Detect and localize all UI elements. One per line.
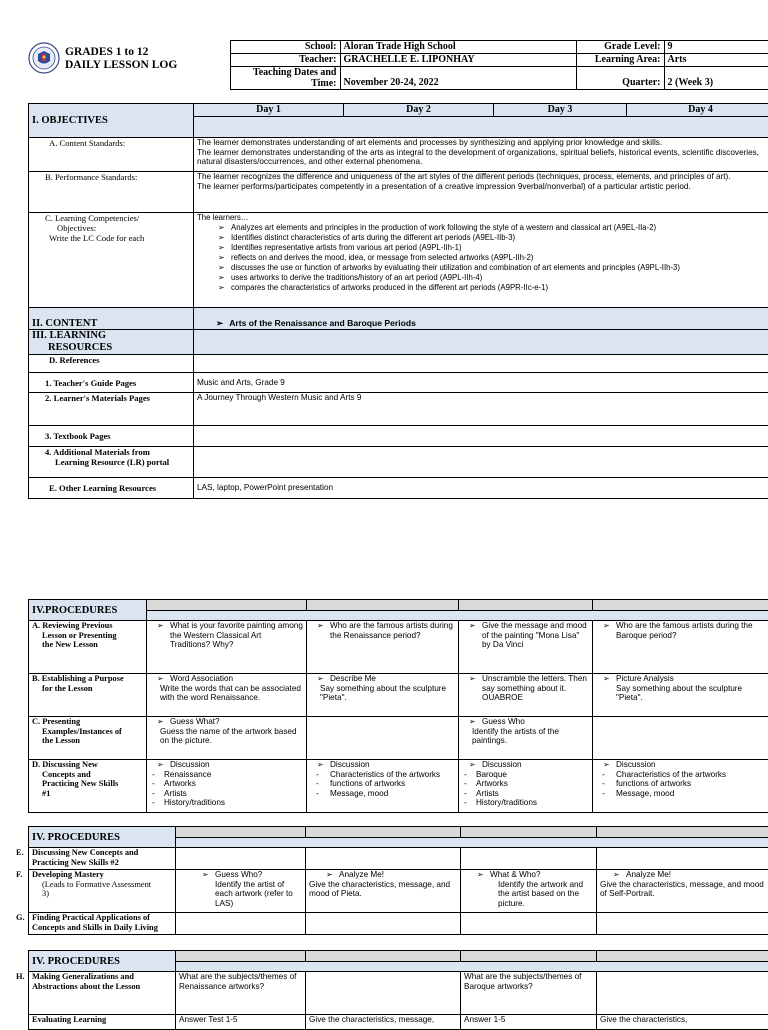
label-h (29, 972, 176, 1015)
f-day-2-body: Give the characteristics, message, and mood of Pieta. (309, 880, 457, 899)
content-standards-label: A. Content Standards: (29, 138, 194, 172)
d-day-4-item: - Characteristics of the artworks (596, 770, 768, 780)
competencies-label-2: Objectives: (45, 223, 190, 233)
d-day-4-item: - Message, mood (596, 789, 768, 799)
label-g-letter: G. (16, 913, 25, 923)
performance-standard-1: The learner recognizes the difference and uniqueness of the art styles of the different periods (techniques, process, elements, and principles of art). (197, 172, 768, 182)
competency-item: ➢ Identifies representative artists from various art period (A9PL-IIh-1) (231, 243, 768, 253)
performance-standard-2: The learner performs/participates competently in a presentation of a creative impression 9verbal/nonverbal) of a particular artistic period. (197, 182, 768, 192)
quarter-label: Quarter: (576, 67, 664, 90)
additional-value (194, 447, 768, 478)
day-1-header: Day 1 (194, 104, 344, 117)
content-standard-1: The learner demonstrates understanding of art elements and processes by synthesizing and applying prior knowledge and skills. (197, 138, 768, 148)
d-day-2-head: ➢ Discussion (330, 760, 455, 770)
teacher-label: Teacher: (230, 54, 340, 67)
competency-item: ➢ discusses the use or function of artworks by evaluating their utilization and combination of art elements and principles (A9PL-IIh-3) (231, 263, 768, 273)
a-day-2: ➢ Who are the famous artists during the Renaissance period? (330, 621, 455, 640)
g-day-3 (461, 913, 597, 935)
competency-item: ➢ compares the characteristics of artworks produced in the different art periods (A9PR-IIc-e-1) (231, 283, 768, 293)
d-day-3-head: ➢ Discussion (482, 760, 589, 770)
label-g-2: Concepts and Skills in Daily Living (32, 923, 172, 933)
performance-standards-cell (194, 172, 768, 213)
other-resources-value: LAS, laptop, PowerPoint presentation (194, 478, 768, 499)
d-day-2-item: - functions of artworks (310, 779, 455, 789)
e-day-3 (461, 848, 597, 870)
resources-title (29, 330, 194, 355)
day-3-header: Day 3 (494, 104, 627, 117)
label-c-3: the Lesson (32, 736, 143, 746)
school-label: School: (230, 41, 340, 54)
f-day-3 (461, 870, 597, 913)
label-b-1: B. Establishing a Purpose (32, 674, 143, 684)
c-day-1-body: Guess the name of the artwork based on the picture. (150, 727, 303, 746)
competency-item: ➢ uses artworks to derive the traditions/history of an art period (A9PL-IIh-4) (231, 273, 768, 283)
blue-band (176, 838, 768, 848)
tg-value: Music and Arts, Grade 9 (194, 373, 768, 393)
dates-value: November 20-24, 2022 (340, 67, 576, 90)
blue-band (147, 611, 768, 621)
dates-label-2: Time: (234, 78, 337, 89)
label-c-1: C. Presenting (32, 717, 143, 727)
competency-item: ➢ Identifies distinct characteristics of arts during the different art periods (A9EL-IIb-3) (231, 233, 768, 243)
label-b (29, 674, 147, 717)
competencies-label-3: Write the LC Code for each (45, 233, 190, 243)
d-day-1-item: - Artworks (150, 779, 303, 789)
f-day-4 (597, 870, 768, 913)
objectives-table (28, 103, 768, 499)
other-resources-label: E. Other Learning Resources (29, 478, 194, 499)
school-value: Aloran Trade High School (340, 41, 576, 54)
f-day-1-body: Identify the artist of each artwork (refer to LAS) (179, 880, 302, 909)
d-day-3 (459, 760, 593, 813)
f-day-2 (306, 870, 461, 913)
e-day-2 (306, 848, 461, 870)
label-a (29, 621, 147, 674)
b-day-1-head: ➢ Word Association (170, 674, 303, 684)
label-f-letter: F. (16, 870, 22, 880)
label-h-1: Making Generalizations and (32, 972, 172, 982)
b-day-2-body: Say something about the sculpture "Pieta". (310, 684, 455, 703)
competencies-cell (194, 213, 768, 308)
label-c (29, 717, 147, 760)
g-day-1 (176, 913, 306, 935)
c-day-1-head: ➢ Guess What? (170, 717, 303, 727)
i-day-1: Answer Test 1-5 (176, 1015, 306, 1030)
label-d-1: D. Discussing New (32, 760, 143, 770)
additional-label (29, 447, 194, 478)
d-day-3-item: - Artists (462, 789, 589, 799)
h-day-1: What are the subjects/themes of Renaissance artworks? (176, 972, 306, 1015)
label-e (29, 848, 176, 870)
procedures-table-3 (28, 950, 768, 1030)
label-d-2: Concepts and (32, 770, 143, 780)
header-cell (597, 827, 768, 838)
label-i: Evaluating Learning (29, 1015, 176, 1030)
label-h-2: Abstractions about the Lesson (32, 982, 172, 992)
d-day-4-head: ➢ Discussion (616, 760, 768, 770)
d-day-3-item: - Artworks (462, 779, 589, 789)
header-cell (147, 600, 307, 611)
procedures-3-title: IV. PROCEDURES (29, 951, 176, 972)
a-day-4: ➢ Who are the famous artists during the Baroque period? (616, 621, 768, 640)
tb-label: 3. Textbook Pages (29, 426, 194, 447)
label-g (29, 913, 176, 935)
d-day-1-head: ➢ Discussion (170, 760, 303, 770)
b-day-2-head: ➢ Describe Me (330, 674, 455, 684)
f-day-4-body: Give the characteristics, message, and mood of Self-Portrait. (600, 880, 768, 899)
additional-label-2: Learning Resource (LR) portal (45, 457, 190, 467)
header-cell (597, 951, 768, 962)
label-b-2: for the Lesson (32, 684, 143, 694)
competency-item: ➢ reflects on and derives the mood, idea, or message from selected artworks (A9PL-IIh-2) (231, 253, 768, 263)
header-cell (307, 600, 459, 611)
g-day-2 (306, 913, 461, 935)
header-block (28, 40, 768, 90)
b-day-4-body: Say something about the sculpture "Pieta". (596, 684, 768, 703)
b-day-3-head: ➢ Unscramble the letters. Then say something about it. (482, 674, 589, 693)
content-title: II. CONTENT (29, 308, 194, 330)
label-c-2: Examples/Instances of (32, 727, 143, 737)
b-day-1-body: Write the words that can be associated with the word Renaissance. (150, 684, 303, 703)
content-value-text: Arts of the Renaissance and Baroque Periods (229, 318, 416, 328)
label-d (29, 760, 147, 813)
procedures-table-1 (28, 599, 768, 813)
dates-label (230, 67, 340, 90)
a-day-1: ➢ What is your favorite painting among the Western Classical Art Traditions? Why? (170, 621, 303, 650)
b-day-1 (147, 674, 307, 717)
c-day-3-head: ➢ Guess Who (482, 717, 589, 727)
f-day-3-head: ➢ What & Who? (490, 870, 593, 880)
procedures-table-2 (28, 826, 768, 935)
competency-item: ➢ Analyzes art elements and principles in the production of work following the style of a western and classical art (A9EL-IIa-2) (231, 223, 768, 233)
competencies-label (29, 213, 194, 308)
d-day-4 (593, 760, 768, 813)
b-day-4-head: ➢ Picture Analysis (616, 674, 768, 684)
label-d-4: #1 (32, 789, 143, 799)
f-day-1 (176, 870, 306, 913)
a-day-3: ➢ Give the message and mood of the painting "Mona Lisa" by Da Vinci (482, 621, 589, 650)
d-day-1-item: - History/traditions (150, 798, 303, 808)
e-day-4 (597, 848, 768, 870)
lm-value: A Journey Through Western Music and Arts 9 (194, 393, 768, 426)
performance-standards-label: B. Performance Standards: (29, 172, 194, 213)
c-day-3-body: Identify the artists of the paintings. (462, 727, 589, 746)
blue-band (176, 962, 768, 972)
label-g-1: Finding Practical Applications of (32, 913, 172, 923)
b-day-2 (307, 674, 459, 717)
references-cell (194, 355, 768, 373)
header-cell (461, 951, 597, 962)
teacher-value: GRACHELLE E. LIPONHAY (340, 54, 576, 67)
b-day-3 (459, 674, 593, 717)
content-standards-cell (194, 138, 768, 172)
b-day-3-body: OUABROE (462, 693, 589, 703)
tg-label: 1. Teacher's Guide Pages (29, 373, 194, 393)
title-line-1: GRADES 1 to 12 (65, 46, 177, 59)
lm-label: 2. Learner's Materials Pages (29, 393, 194, 426)
f-day-2-head: ➢ Analyze Me! (339, 870, 457, 880)
i-day-2: Give the characteristics, message, (306, 1015, 461, 1030)
f-day-4-head: ➢ Analyze Me! (626, 870, 768, 880)
f-day-1-head: ➢ Guess Who? (215, 870, 302, 880)
content-value (194, 308, 768, 330)
dates-label-1: Teaching Dates and (234, 67, 337, 78)
header-cell (306, 951, 461, 962)
label-e-letter: E. (16, 848, 24, 858)
d-day-2-item: - Message, mood (310, 789, 455, 799)
deped-title-cell (28, 41, 230, 90)
c-day-2 (307, 717, 459, 760)
resources-title-1: III. LEARNING (32, 330, 190, 342)
header-cell (176, 951, 306, 962)
label-a-1: A. Reviewing Previous (32, 621, 143, 631)
c-day-4 (593, 717, 768, 760)
d-day-4-item: - functions of artworks (596, 779, 768, 789)
label-f-3: 3) (32, 889, 172, 899)
h-day-2 (306, 972, 461, 1015)
day-4-header: Day 4 (627, 104, 768, 117)
e-day-1 (176, 848, 306, 870)
resources-title-2: RESOURCES (32, 342, 190, 354)
header-cell (176, 827, 306, 838)
additional-label-1: 4. Additional Materials from (45, 447, 190, 457)
procedures-2-title: IV. PROCEDURES (29, 827, 176, 848)
label-f-2: (Leads to Formative Assessment (32, 880, 172, 890)
label-h-letter: H. (16, 972, 25, 982)
c-day-1 (147, 717, 307, 760)
objectives-title: I. OBJECTIVES (29, 104, 194, 138)
label-d-3: Practicing New Skills (32, 779, 143, 789)
grade-label: Grade Level: (576, 41, 664, 54)
arrow-bullet-icon: ➢ (216, 318, 223, 328)
objectives-blank-row (194, 117, 768, 138)
g-day-4 (597, 913, 768, 935)
competencies-label-1: C. Learning Competencies/ (45, 213, 190, 223)
b-day-4 (593, 674, 768, 717)
header-cell (461, 827, 597, 838)
label-e-2: Practicing New Skills #2 (32, 858, 172, 868)
h-day-4 (597, 972, 768, 1015)
label-f-1: Developing Mastery (32, 870, 172, 880)
d-day-1 (147, 760, 307, 813)
c-day-3 (459, 717, 593, 760)
f-day-3-body: Identify the artwork and the artist based on the picture. (464, 880, 593, 909)
header-cell (593, 600, 768, 611)
title-line-2: DAILY LESSON LOG (65, 59, 177, 72)
header-cell (306, 827, 461, 838)
tb-value (194, 426, 768, 447)
d-day-3-item: - Baroque (462, 770, 589, 780)
procedures-1-title: IV.PROCEDURES (29, 600, 147, 621)
i-day-4: Give the characteristics, (597, 1015, 768, 1030)
competencies-intro: The learners… (197, 213, 768, 223)
grade-value: 9 (664, 41, 768, 54)
quarter-value: 2 (Week 3) (664, 67, 768, 90)
deped-seal-icon (28, 42, 60, 74)
d-day-1-item: - Artists (150, 789, 303, 799)
area-label: Learning Area: (576, 54, 664, 67)
d-day-1-item: - Renaissance (150, 770, 303, 780)
i-day-3: Answer 1-5 (461, 1015, 597, 1030)
d-day-3-item: - History/traditions (462, 798, 589, 808)
area-value: Arts (664, 54, 768, 67)
content-standard-2: The learner demonstrates understanding of the arts as integral to the development of organizations, spiritual beliefs, historical events, scientific discoveries, natural disasters/occurrences, and other external phenomena. (197, 148, 768, 167)
label-e-1: Discussing New Concepts and (32, 848, 172, 858)
h-day-3: What are the subjects/themes of Baroque artworks? (461, 972, 597, 1015)
day-2-header: Day 2 (344, 104, 494, 117)
label-f (29, 870, 176, 913)
d-day-2 (307, 760, 459, 813)
header-cell (459, 600, 593, 611)
resources-blank (194, 330, 768, 355)
d-day-2-item: - Characteristics of the artworks (310, 770, 455, 780)
references-label: D. References (29, 355, 194, 373)
label-a-3: the New Lesson (32, 640, 143, 650)
label-a-2: Lesson or Presenting (32, 631, 143, 641)
